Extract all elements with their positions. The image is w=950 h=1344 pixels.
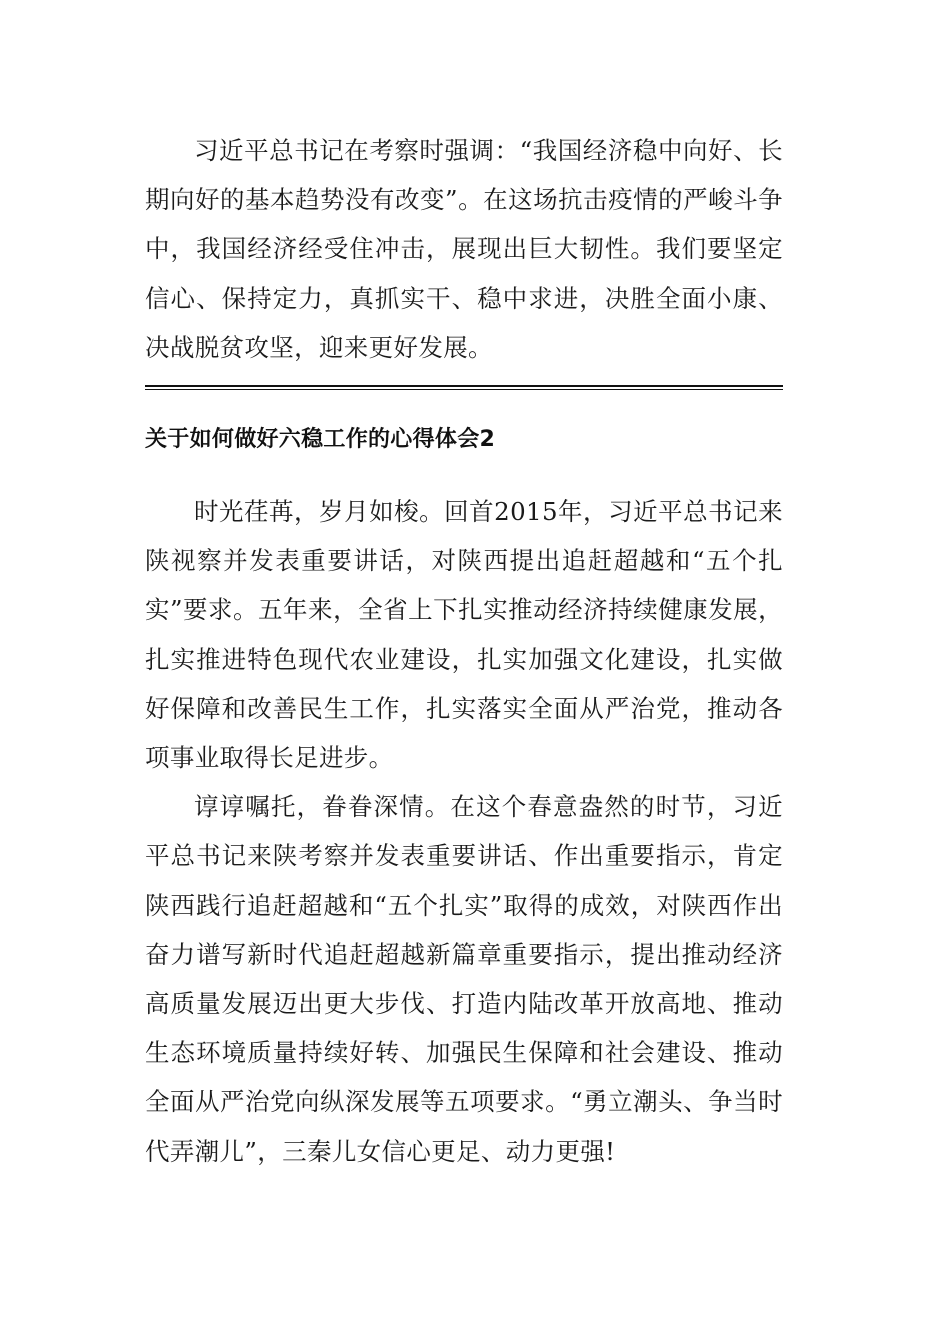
body-paragraph: 习近平总书记在考察时强调：“我国经济稳中向好、长期向好的基本趋势没有改变”。在这场抗击疫情的严峻斗争中，我国经济经受住冲击，展现出巨大韧性。我们要坚定信心、保持定力，真抓实干、稳中求进，决胜全面小康、决战脱贫攻坚，迎来更好发展。 [145,136,783,362]
section-divider [145,385,783,390]
section-heading: 关于如何做好六稳工作的心得体会2 [145,427,496,453]
document-page [145,126,783,1176]
section-body [145,487,783,1176]
body-paragraph: 时光荏苒，岁月如梭。回首2015年，习近平总书记来陕视察并发表重要讲话，对陕西提出追赶超越和“五个扎实”要求。五年来，全省上下扎实推动经济持续健康发展，扎实推进特色现代农业建设，扎实加强文化建设，扎实做好保障和改善民生工作，扎实落实全面从严治党，推动各项事业取得长足进步。 [145,497,783,773]
body-paragraph: 谆谆嘱托，眷眷深情。在这个春意盎然的时节，习近平总书记来陕考察并发表重要讲话、作出重要指示，肯定陕西践行追赶超越和“五个扎实”取得的成效，对陕西作出奋力谱写新时代追赶超越新篇章重要指示，提出推动经济高质量发展迈出更大步伐、打造内陆改革开放高地、推动生态环境质量持续好转、加强民生保障和社会建设、推动全面从严治党向纵深发展等五项要求。“勇立潮头、争当时代弄潮儿”，三秦儿女信心更足、动力更强! [145,792,783,1166]
